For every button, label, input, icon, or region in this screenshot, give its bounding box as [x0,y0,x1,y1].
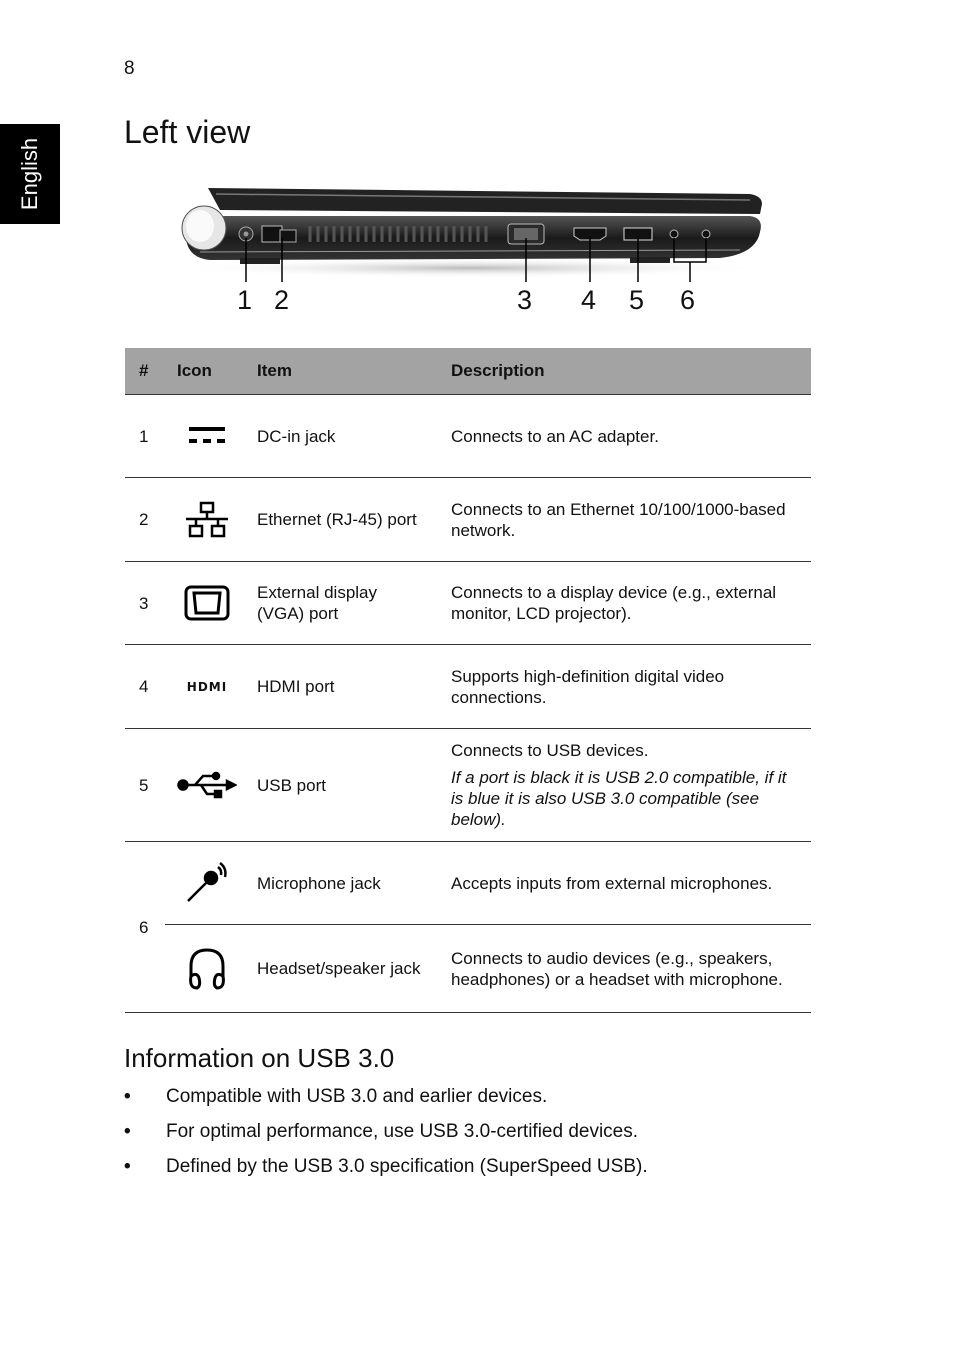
table-row [125,729,811,842]
row-item: DC-in jack [249,395,443,478]
callout-1: 1 [237,285,253,315]
row-item: Headset/speaker jack [249,925,443,1013]
usb-section-title: Information on USB 3.0 [124,1043,395,1073]
callout-2: 2 [274,285,290,315]
usb-icon [165,729,249,842]
header-item: Item [249,348,443,395]
hdmi-logo: HDMI [186,680,228,694]
row-item: External display (VGA) port [249,562,443,645]
table-row [125,562,811,645]
table-row [125,395,811,478]
headset-icon [165,925,249,1013]
row-description [443,729,811,842]
list-item [124,1156,648,1191]
row-number: 1 [125,395,165,478]
ethernet-icon [165,478,249,562]
row-item: USB port [249,729,443,842]
usb-color-note: If a port is black it is USB 2.0 compatible, if it is blue it is also USB 3.0 compatible (see below). [451,768,787,829]
table-row [125,925,811,1013]
page-number: 8 [124,58,135,79]
row-number: 3 [125,562,165,645]
usb-bullet-list [124,1086,648,1191]
page-title: Left view [124,114,251,150]
row-description: Connects to an Ethernet 10/100/1000-based network. [443,478,811,562]
bullet-icon: • [124,1156,131,1177]
language-tab-label: English [17,137,42,211]
table-row [125,842,811,925]
dc-in-icon [165,395,249,478]
microphone-icon [165,842,249,925]
table-row [125,645,811,729]
header-number: # [125,348,165,395]
callout-5: 5 [629,285,645,315]
description-text: Connects to USB devices. [451,741,649,760]
row-number: 4 [125,645,165,729]
callout-3: 3 [517,285,533,315]
row-number: 5 [125,729,165,842]
bullet-text: Compatible with USB 3.0 and earlier devices. [166,1086,548,1107]
header-description: Description [443,348,811,395]
row-item: Ethernet (RJ-45) port [249,478,443,562]
bullet-text: For optimal performance, use USB 3.0-certified devices. [166,1121,639,1142]
row-description: Supports high-definition digital video connections. [443,645,811,729]
row-description: Connects to an AC adapter. [443,395,811,478]
bullet-icon: • [124,1121,131,1142]
bullet-icon: • [124,1086,131,1107]
vga-icon [165,562,249,645]
list-item [124,1086,648,1121]
row-number: 6 [125,842,165,1013]
language-tab [0,124,60,224]
row-description: Accepts inputs from external microphones. [443,842,811,925]
row-description: Connects to audio devices (e.g., speakers, headphones) or a headset with microphone. [443,925,811,1013]
table-header-row [125,348,811,395]
row-description: Connects to a display device (e.g., external monitor, LCD projector). [443,562,811,645]
callout-6: 6 [680,285,696,315]
row-number: 2 [125,478,165,562]
callout-4: 4 [581,285,597,315]
list-item [124,1121,648,1156]
header-icon: Icon [165,348,249,395]
row-item: HDMI port [249,645,443,729]
row-item: Microphone jack [249,842,443,925]
hdmi-icon [165,645,249,729]
ports-table [125,348,811,1013]
bullet-text: Defined by the USB 3.0 specification (SuperSpeed USB). [166,1156,648,1177]
table-row [125,478,811,562]
